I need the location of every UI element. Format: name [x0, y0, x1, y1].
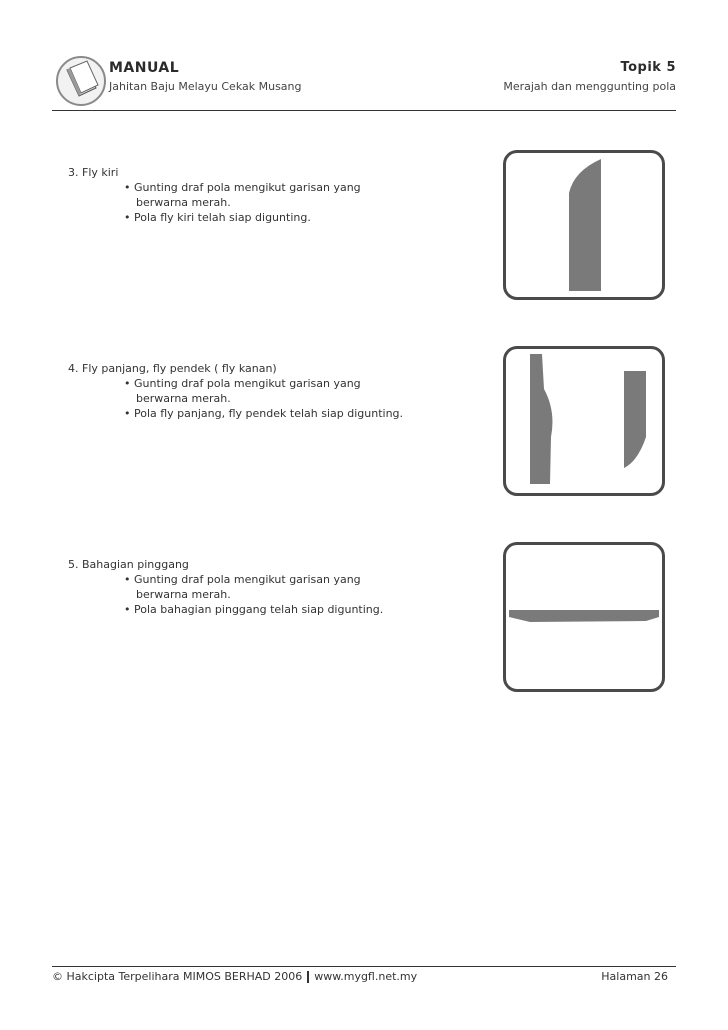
section-bullet: • Pola bahagian pinggang telah siap digunting.: [124, 603, 384, 616]
section-bullet-continued: berwarna merah.: [136, 392, 231, 405]
copyright-text: © Hakcipta Terpelihara MIMOS BERHAD 2006: [52, 970, 303, 983]
section-bullet-continued: berwarna merah.: [136, 588, 231, 601]
footer-divider: [52, 966, 676, 967]
section-fly-kanan: [68, 361, 403, 421]
section-title: 4. Fly panjang, fly pendek ( fly kanan): [68, 362, 277, 375]
section-fly-kiri: [68, 165, 361, 225]
section-title: 5. Bahagian pinggang: [68, 558, 189, 571]
manual-book-icon: [58, 58, 104, 104]
manual-logo: [56, 56, 106, 106]
pattern-image-fly-kanan: [503, 346, 665, 496]
section-bullet: • Gunting draf pola mengikut garisan yang: [124, 377, 361, 390]
section-bullet: • Pola fly panjang, fly pendek telah siap digunting.: [124, 407, 404, 420]
section-bullet: • Gunting draf pola mengikut garisan yang: [124, 181, 361, 194]
section-bullet: • Gunting draf pola mengikut garisan yang: [124, 573, 361, 586]
manual-title: MANUAL: [109, 60, 180, 76]
pattern-piece-pinggang: [509, 610, 659, 622]
page-number: Halaman 26: [601, 970, 668, 983]
section-bullet-continued: berwarna merah.: [136, 196, 231, 209]
topic-subtitle: Merajah dan menggunting pola: [503, 80, 676, 93]
manual-subtitle: Jahitan Baju Melayu Cekak Musang: [109, 80, 302, 93]
pattern-piece-fly-panjang: [530, 354, 552, 484]
footer-copyright: [52, 970, 417, 983]
pattern-image-pinggang: [503, 542, 665, 692]
topic-label: Topik 5: [620, 60, 676, 75]
header-divider: [52, 110, 676, 111]
footer-separator: [307, 971, 309, 983]
section-bahagian-pinggang: [68, 557, 383, 617]
section-title: 3. Fly kiri: [68, 166, 119, 179]
website-link[interactable]: www.mygfl.net.my: [314, 970, 418, 983]
pattern-image-fly-kiri: [503, 150, 665, 300]
pattern-piece-fly-kiri: [569, 159, 601, 291]
pattern-piece-fly-pendek: [624, 371, 646, 468]
section-bullet: • Pola fly kiri telah siap digunting.: [124, 211, 311, 224]
